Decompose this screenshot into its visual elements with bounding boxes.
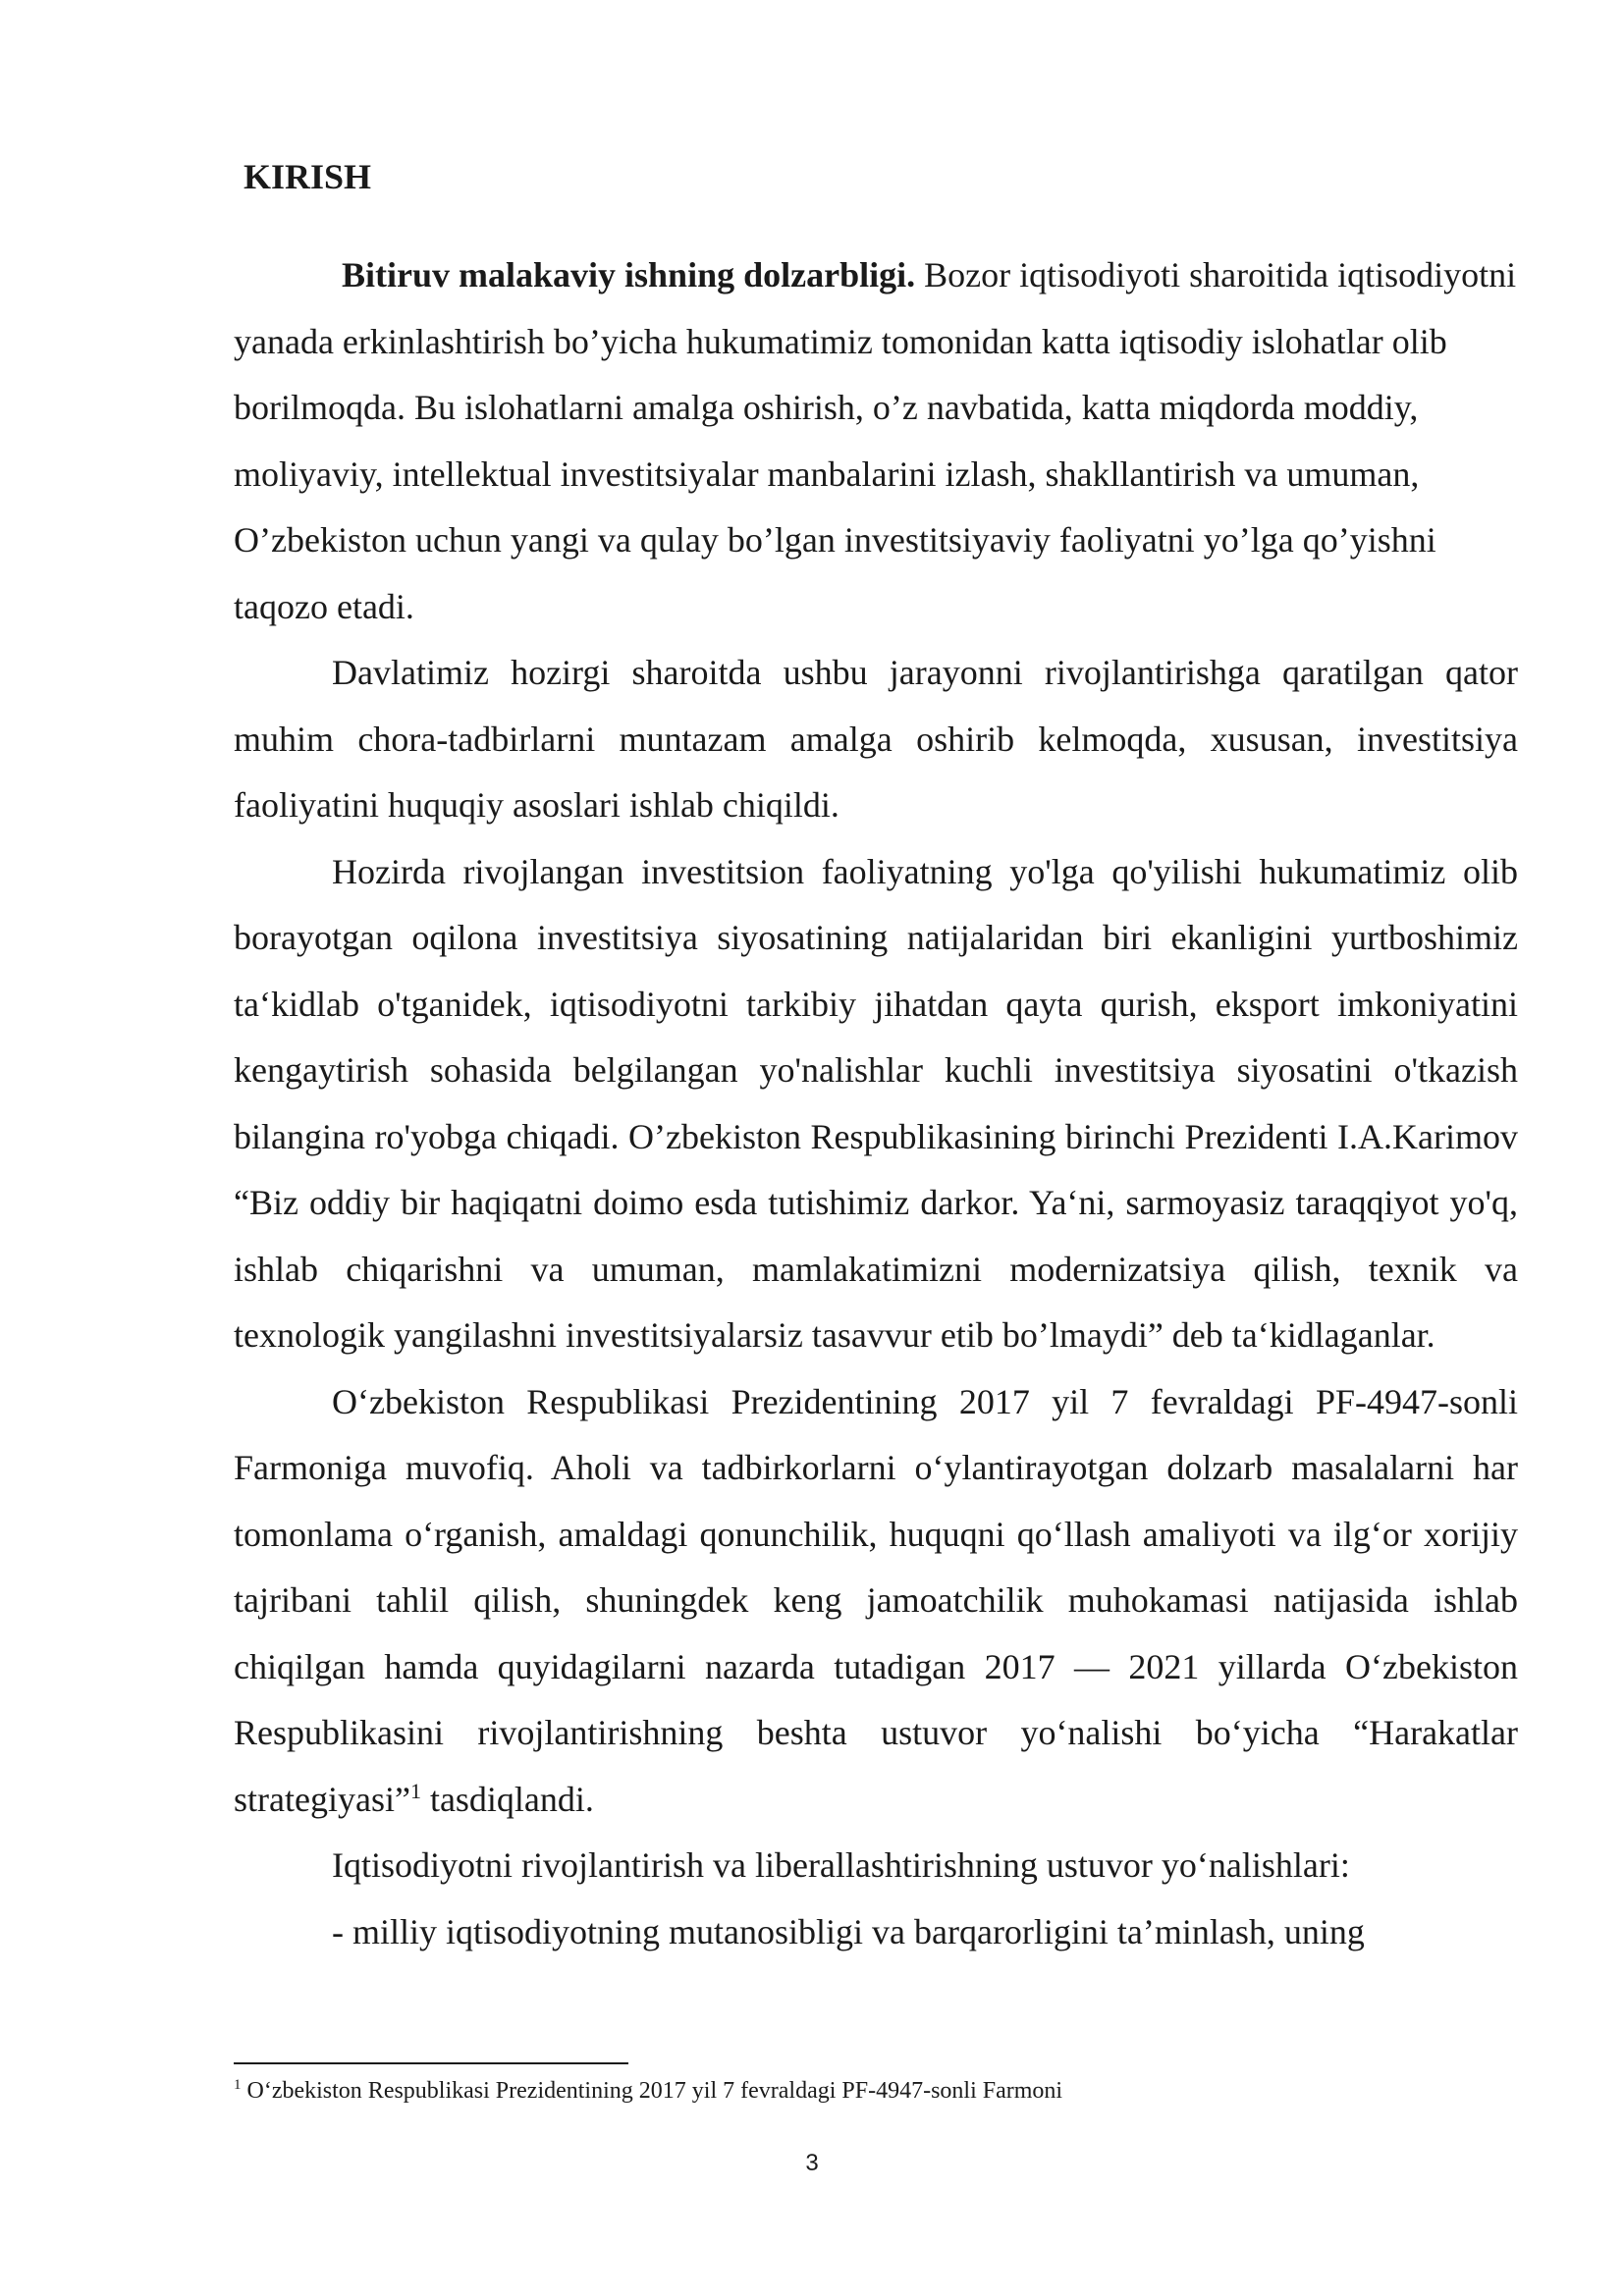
relevance-paragraph bbox=[234, 242, 1518, 640]
footnote-separator bbox=[234, 2062, 628, 2064]
relevance-text: Bozor iqtisodiyoti sharoitida iqtisodiyotni yanada erkinlashtirish bo’yicha hukumatimiz tomonidan katta iqtisodiy islohatlar olib borilmoqda. Bu islohatlarni amalga oshirish, o’z navbatida, katta miqdorda moddiy, moliyaviy, intellektual investitsiyalar manbalarini izlash, shakllantirish va umuman, O’zbekiston uchun yangi va qulay bo’lgan investitsiyaviy faoliyatni yo’lga qo’yishni taqozo etadi. bbox=[234, 255, 1517, 626]
relevance-lead: Bitiruv malakaviy ishning dolzarbligi. bbox=[342, 255, 916, 294]
bullet-item: - milliy iqtisodiyotning mutanosibligi va barqarorligini ta’minlash, uning bbox=[332, 1911, 1365, 1951]
footnote-mark: 1 bbox=[234, 2077, 242, 2093]
footnote bbox=[234, 2075, 1062, 2107]
footnote-text: O‘zbekiston Respublikasi Prezidentining 2017 yil 7 fevraldagi PF-4947-sonli Farmoni bbox=[241, 2078, 1063, 2104]
investment-policy-paragraph: Hozirda rivojlangan investitsion faoliyatning yo'lga qo'yilishi hukumatimiz olib borayotgan oqilona investitsiya siyosatining natijalaridan biri ekanligini yurtboshimiz ta‘kidlab o'tganidek, iqtisodiyotni tarkibiy jihatdan qayta qurish, eksport imkoniyatini kengaytirish sohasida belgilangan yo'nalishlar kuchli investitsiya siyosatini o'tkazish bilangina ro'yobga chiqadi. O’zbekiston Respublikasining birinchi Prezidenti I.A.Karimov “Biz oddiy bir haqiqatni doimo esda tutishimiz darkor. Ya‘ni, sarmoyasiz taraqqiyot yo'q, ishlab chiqarishni va umuman, mamlakatimizni modernizatsiya qilish, texnik va texnologik yangilashni investitsiyalarsiz tasavvur etib bo’lmaydi” deb ta‘kidlaganlar. bbox=[234, 851, 1518, 1355]
decree-text: O‘zbekiston Respublikasi Prezidentining 2017 yil 7 fevraldagi PF-4947-sonli Farmoniga muvofiq. Aholi va tadbirkorlarni o‘ylantirayotgan dolzarb masalalarni har tomonlama o‘rganish, amaldagi qonunchilik, huquqni qo‘llash amaliyoti va ilg‘or xorijiy tajribani tahlil qilish, shuningdek keng jamoatchilik muhokamasi natijasida ishlab chiqilgan hamda quyidagilarni nazarda tutadigan 2017 — 2021 yillarda O‘zbekiston Respublikasini rivojlantirishning beshta ustuvor yo‘nalishi bo‘yicha “Harakatlar strategiyasi” bbox=[234, 1381, 1518, 1819]
decree-paragraph bbox=[234, 1369, 1518, 1834]
decree-tail: tasdiqlandi. bbox=[420, 1779, 594, 1819]
priorities-intro: Iqtisodiyotni rivojlantirish va liberallashtirishning ustuvor yo‘nalishlari: bbox=[332, 1845, 1350, 1885]
page-number: 3 bbox=[805, 2150, 819, 2176]
footnote-reference[interactable]: 1 bbox=[409, 1778, 421, 1803]
main-text bbox=[234, 242, 1518, 1965]
section-heading: KIRISH bbox=[244, 157, 372, 196]
legal-basis-paragraph: Davlatimiz hozirgi sharoitda ushbu jarayonni rivojlantirishga qaratilgan qator muhim chora-tadbirlarni muntazam amalga oshirib kelmoqda, xususan, investitsiya faoliyatini huquqiy asoslari ishlab chiqildi. bbox=[234, 653, 1518, 825]
